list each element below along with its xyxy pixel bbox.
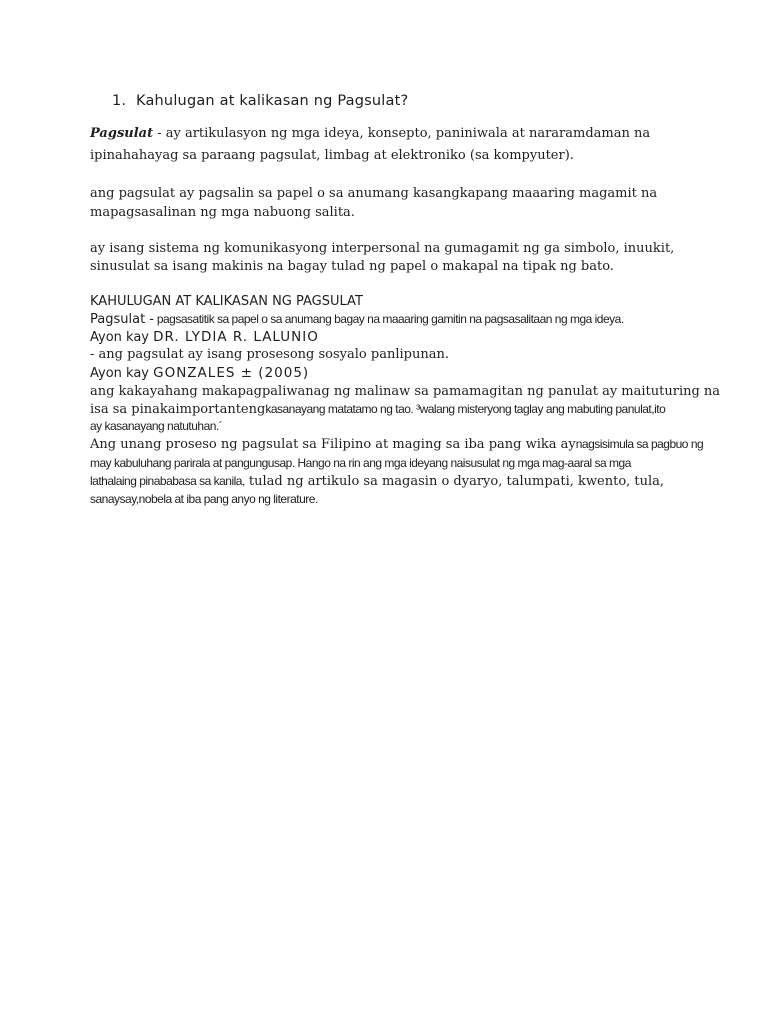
definition-text: - ay artikulasyon ng mga ideya, konsepto, paniniwala at nararamdaman na — [153, 126, 651, 141]
proseso-line-3b: tulad ng artikulo sa magasin o dyaryo, talumpati, kwento, tula, — [244, 474, 665, 489]
proseso-line-1 — [90, 435, 703, 454]
proseso-line-1b: nagsisimula sa pagbuo ng — [575, 437, 704, 451]
ayon-kay-label: Ayon kay — [90, 330, 154, 345]
author-name-lalunio: DR. LYDIA R. LALUNIO — [153, 329, 319, 345]
proseso-line-3a: lathalaing pinababasa sa kanila, — [90, 474, 245, 488]
proseso-line-2a: may kabuluhang parirala at pangungusap. — [90, 456, 295, 470]
ayon-kay-gonzales — [90, 364, 309, 383]
proseso-line-1a: Ang unang proseso ng pagsulat sa Filipino at maging sa iba pang wika ay — [90, 437, 576, 452]
section-title: KAHULUGAN AT KALIKASAN NG PAGSULAT — [90, 294, 363, 309]
proseso-line-2b: Hango na rin ang mga ideyang naisusulat ng mga mag-aaral sa mga — [294, 456, 631, 470]
ayon-kay-label: Ayon kay — [90, 366, 154, 381]
term-pagsulat: Pagsulat — [90, 126, 154, 141]
definition-line-1 — [90, 125, 650, 143]
proseso-line-2 — [90, 454, 631, 472]
list-number: 1. — [112, 93, 127, 109]
list-heading — [112, 92, 408, 110]
lalunio-quote: - ang pagsulat ay isang prosesong sosyalo panlipunan. — [90, 347, 449, 362]
gonzales-line-1: ang kakayahang makapagpaliwanag ng malinaw sa pamamagitan ng panulat ay maituturing na — [90, 384, 721, 399]
definition-line-2: ipinahahayag sa paraang pagsulat, limbag at elektroniko (sa kompyuter). — [90, 148, 574, 163]
section-definition — [90, 310, 624, 329]
proseso-line-4: sanaysay,nobela at iba pang anyo ng literature. — [90, 492, 318, 506]
proseso-line-3 — [90, 472, 664, 491]
paragraph-2-line-1: ang pagsulat ay pagsalin sa papel o sa anumang kasangkapang maaaring magamit na — [90, 186, 658, 201]
heading-text: Kahulugan at kalikasan ng Pagsulat? — [136, 93, 409, 109]
paragraph-2-line-2: mapagsasalinan ng mga nabuong salita. — [90, 205, 355, 220]
gonzales-line-2a: isa sa pinakaimportanteng — [90, 402, 266, 417]
definition-lead: Pagsulat - — [90, 312, 154, 327]
gonzales-line-3: ay kasanayang natutuhan.´ — [90, 419, 223, 433]
paragraph-3-line-2: sinusulat sa isang makinis na bagay tulad ng papel o makapal na tipak ng bato. — [90, 259, 614, 274]
paragraph-3-line-1: ay isang sistema ng komunikasyong interpersonal na gumagamit ng ga simbolo, inuukit, — [90, 241, 675, 256]
gonzales-line-2b: kasanayang matatamo ng tao. ³walang misteryong taglay ang mabuting panulat,ito — [265, 402, 666, 416]
ayon-kay-lalunio — [90, 328, 319, 347]
author-name-gonzales: GONZALES ± (2005) — [153, 365, 310, 381]
definition-body: pagsasatitik sa papel o sa anumang bagay na maaaring gamitin na pagsasalitaan ng mga ideya. — [153, 312, 624, 326]
